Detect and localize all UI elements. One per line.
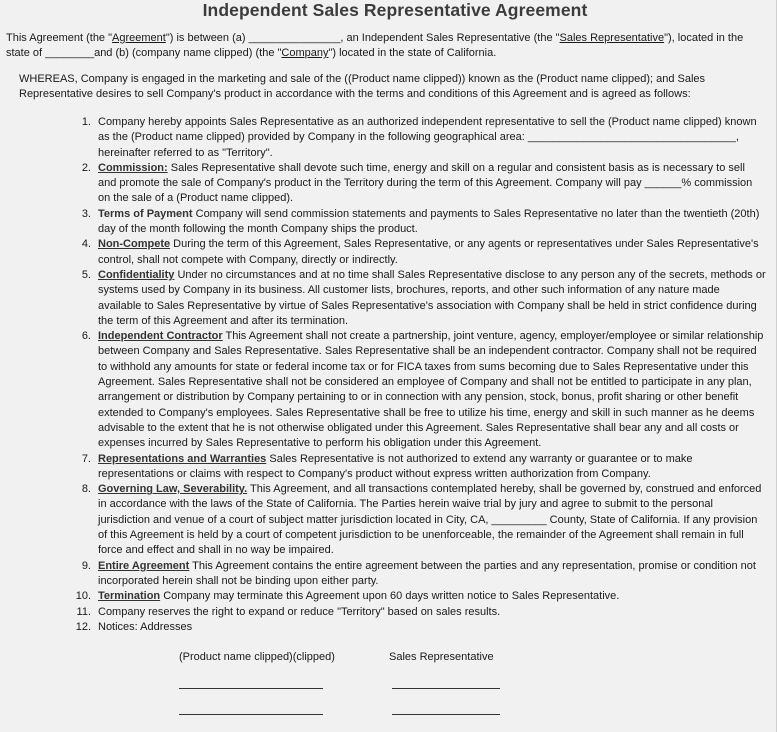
clause-item bbox=[72, 605, 766, 620]
company-term: Company bbox=[281, 47, 329, 60]
clause-item bbox=[72, 620, 766, 635]
date-line-company bbox=[179, 714, 323, 715]
clause-number: 12. bbox=[75, 620, 91, 633]
clause-number: 2. bbox=[81, 161, 91, 174]
clause-number: 9. bbox=[81, 559, 91, 572]
clause-text: This Agreement contains the entire agreement between the parties and any representation, promise or condition not incorporated herein shall not be binding upon either party. bbox=[98, 559, 756, 587]
whereas-paragraph: WHEREAS, Company is engaged in the marketing and sale of the ((Product name clipped)) known as the (Product name clipped); and Sales Representative desires to sell Company's product in accordance with the terms and conditions of this Agreement and is agreed as follows: bbox=[19, 73, 706, 101]
clause-number: 8. bbox=[81, 483, 91, 496]
clause-number: 10. bbox=[75, 590, 91, 603]
clause-number: 5. bbox=[81, 268, 91, 281]
intro-text: "), located in the state of ________and (b) (company name clipped) (the " bbox=[6, 32, 744, 60]
clause-heading: Non-Compete bbox=[98, 238, 171, 251]
clause-number: 4. bbox=[81, 238, 91, 251]
intro-text: This Agreement (the " bbox=[6, 32, 113, 44]
clause-number: 1. bbox=[81, 116, 91, 128]
clause-number: 3. bbox=[81, 207, 91, 220]
signature-label-rep: Sales Representative bbox=[389, 651, 494, 663]
intro-text: ") located in the state of California. bbox=[328, 47, 497, 60]
clause-item bbox=[72, 589, 766, 604]
intro-text: ") is between (a) _______________, an Independent Sales Representative (the " bbox=[165, 32, 560, 44]
clause-number: 7. bbox=[81, 452, 91, 465]
clause-text: Company reserves the right to expand or reduce "Territory" based on sales results. bbox=[98, 605, 501, 618]
clause-item bbox=[72, 482, 766, 558]
clause-item bbox=[72, 115, 766, 161]
clause-item bbox=[72, 237, 766, 268]
clause-text: Notices: Addresses bbox=[98, 620, 193, 633]
clause-number: 6. bbox=[81, 330, 91, 343]
clause-item bbox=[72, 559, 766, 590]
clause-heading: Entire Agreement bbox=[98, 559, 190, 572]
clause-text: During the term of this Agreement, Sales Representative, or any agents or representatives under Sales Representative's control, shall not compete with Company, directly or indirectly. bbox=[98, 238, 759, 266]
clause-heading: Commission: bbox=[98, 161, 168, 174]
clause-text: Company may terminate this Agreement upon 60 days written notice to Sales Representative. bbox=[160, 590, 620, 603]
clause-item bbox=[72, 329, 766, 451]
clause-heading: Termination bbox=[98, 590, 161, 603]
agreement-term: Agreement bbox=[112, 32, 166, 44]
signature-line-company bbox=[179, 688, 323, 689]
document-title: Independent Sales Representative Agreement bbox=[202, 0, 588, 20]
clause-text: Company hereby appoints Sales Representative as an authorized independent representative to sell the (Product name clipped) known as the (Product name clipped) provided by Company in the following geographical area: __________________________________, hereinafter referred to as "Territory". bbox=[98, 116, 757, 159]
clause-item bbox=[72, 207, 766, 238]
clause-number: 11. bbox=[76, 605, 91, 618]
clause-heading: Confidentiality bbox=[98, 268, 175, 281]
clause-text: Sales Representative is not authorized to extend any warranty or guarantee or to make representations or claims with respect to Company's product without express written authorization from Company. bbox=[98, 452, 693, 480]
intro-paragraph bbox=[6, 31, 768, 62]
clause-heading: Terms of Payment bbox=[98, 207, 193, 220]
clause-item bbox=[72, 452, 766, 483]
clause-text: This Agreement, and all transactions contemplated hereby, shall be governed by, construed and enforced in accordance with the laws of the State of California. The Parties herein waive trial by jury and agree to submit to the personal jurisdiction and venue of a court of subject matter jurisdiction located in City, CA, _________ County, State of California. If any provision of this Agreement is held by a court of competent jurisdiction to be unenforceable, the remainder of the Agreement shall remain in full force and effect and shall in no way be impaired. bbox=[98, 483, 762, 557]
signature-label-company: (Product name clipped)(clipped) bbox=[179, 651, 335, 663]
sales-rep-term: Sales Representative bbox=[559, 32, 665, 44]
clause-text: Company will send commission statements and payments to Sales Representative no later than the twentieth (20th) day of the month following the month Company ships the product. bbox=[98, 207, 760, 236]
clause-item bbox=[72, 161, 766, 207]
clause-text: Under no circumstances and at no time shall Sales Representative disclose to any person any of the secrets, methods or systems used by Company in its business. All customer lists, brochures, reports, and other such information of any nature made available to Sales Representative by virtue of Sales Representative's association with Company shall be held in strict confidence during the term of this Agreement and after its termination. bbox=[98, 268, 766, 327]
date-line-rep bbox=[392, 714, 500, 715]
clause-heading: Independent Contractor bbox=[98, 330, 223, 343]
clause-list bbox=[72, 115, 766, 635]
clause-text: Sales Representative shall devote such time, energy and skill on a regular and consistent basis as is necessary to sell and promote the sale of Company's product in the Territory during the term of this Agreement. Company will pay ______% commission on the sale of a (Product name clipped). bbox=[98, 161, 753, 205]
clause-heading: Governing Law, Severability. bbox=[98, 483, 248, 496]
signature-line-rep bbox=[392, 688, 500, 689]
clause-item bbox=[72, 268, 766, 329]
clause-heading: Representations and Warranties bbox=[98, 452, 267, 465]
clause-text: This Agreement shall not create a partnership, joint venture, agency, employer/employee or similar relationship between Company and Sales Representative. Sales Representative shall be an independent contractor. Company shall not be required to withhold any amounts for state or federal income tax or for FICA taxes from sums becoming due to Sales Representative under this Agreement. Sales Representative shall not be considered an employee of Company and shall not be entitled to participate in any plan, arrangement or distribution by Company pertaining to or in connection with any pension, stock, bonus, profit sharing or other benefit extended to Company's employees. Sales Representative shall be free to utilize his time, energy and skill in such manner as he deems advisable to the extent that he is not otherwise obligated under this Agreement. Sales Representative shall bear any and all costs or expenses incurred by Sales Representative to perform his obligation under this Agreement. bbox=[98, 330, 764, 450]
